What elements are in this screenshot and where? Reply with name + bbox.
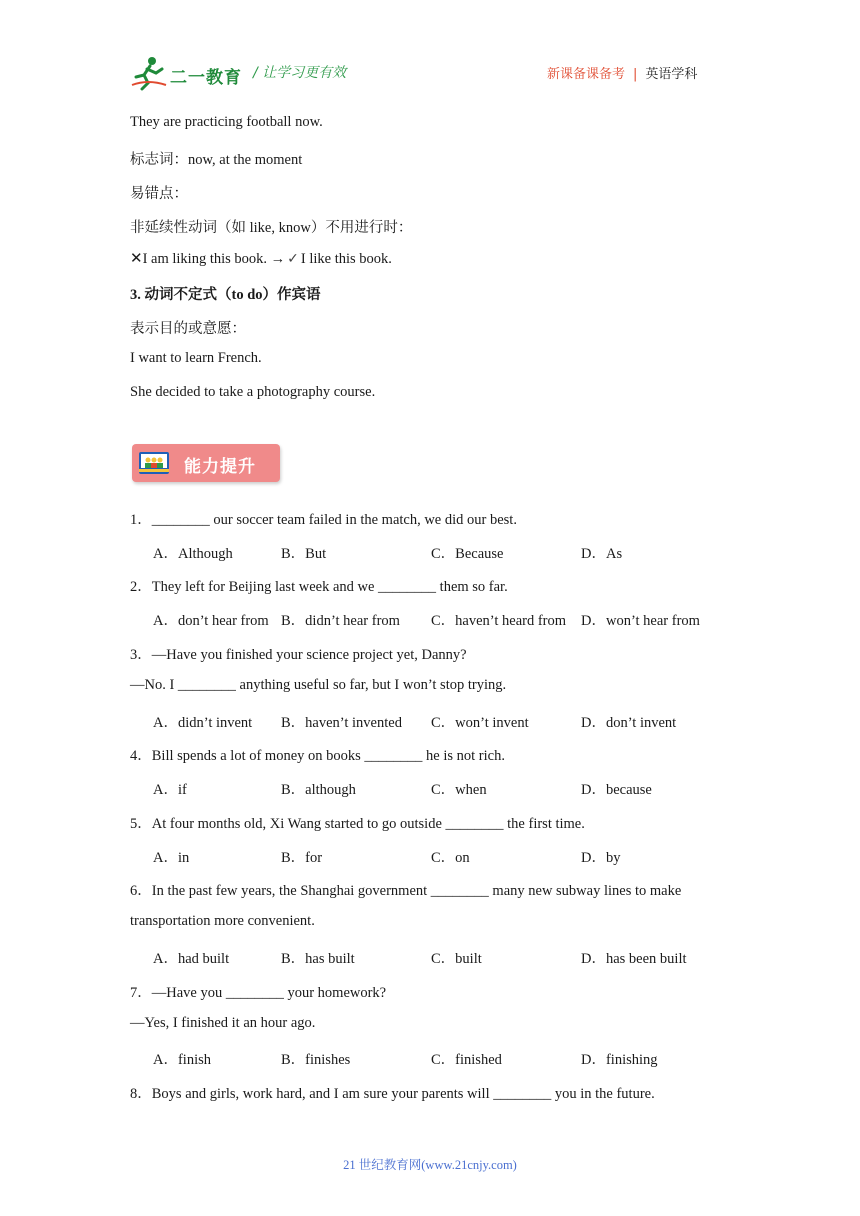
header-separator: | [633,67,638,82]
option-c: C．Because [431,546,504,562]
question-stem: 8．Boys and girls, work hard, and I am sure your parents will ________ you in the future. [130,1086,655,1102]
intro-line: 标志词：now, at the moment [130,152,303,168]
option-b: B．has built [281,951,355,967]
option-a: A．didn’t invent [153,715,253,731]
question-stem: 4．Bill spends a lot of money on books ________ he is not rich. [130,748,505,764]
option-d: D．don’t invent [581,715,677,731]
classroom-icon [139,452,169,474]
option-d: D．won’t hear from [581,613,700,629]
header-right [547,63,697,82]
page-footer: 21 世纪教育网(www.21cnjy.com) [343,1158,517,1172]
cross-icon: ✕ [130,249,143,267]
option-d: D．As [581,546,623,562]
question-stem: 7．—Have you ________ your homework? [130,985,387,1001]
option-b: B．But [281,546,327,562]
check-icon: ✓ [287,251,299,267]
question-stem-cont: —No. I ________ anything useful so far, but I won’t stop trying. [130,677,507,693]
option-a: A．don’t hear from [153,613,269,629]
option-a: A．had built [153,951,230,967]
option-a: A．Although [153,546,233,562]
option-d: D．has been built [581,951,687,967]
right-example: I like this book. [300,251,392,267]
option-b: B．finishes [281,1052,351,1068]
option-c: C．haven’t heard from [431,613,567,629]
option-c: C．when [431,782,487,798]
question-stem-cont: transportation more convenient. [130,913,315,929]
wrong-example: I am liking this book. → [142,251,286,267]
question-stem: 2．They left for Beijing last week and we ________ them so far. [130,579,508,595]
logo [130,55,240,91]
intro-line: I want to learn French. [130,350,262,366]
question-stem: 6．In the past few years, the Shanghai government ________ many new subway lines to make [130,883,682,899]
option-b: B．for [281,850,323,866]
runner-logo-icon [130,55,168,91]
header-subject: 英语学科 [645,67,698,82]
intro-line: She decided to take a photography course. [130,384,376,400]
option-b: B．although [281,782,356,798]
option-d: D．finishing [581,1052,658,1068]
question-stem: 5．At four months old, Xi Wang started to go outside ________ the first time. [130,816,585,832]
option-c: C．finished [431,1052,502,1068]
ability-banner [132,444,280,482]
header-course-label: 新课备课备考 [547,67,626,82]
question-stem: 3．—Have you finished your science project yet, Danny? [130,647,467,663]
option-d: D．because [581,782,652,798]
intro-line: 易错点： [130,186,188,202]
section-heading: 3. 动词不定式（to do）作宾语 [130,287,321,303]
option-a: A．in [153,850,190,866]
question-stem: 1．________ our soccer team failed in the match, we did our best. [130,512,517,528]
option-c: C．on [431,850,470,866]
banner-title: 能力提升 [184,457,256,477]
mistake-example [130,249,392,268]
intro-line: 表示目的或意愿： [130,321,246,337]
intro-line: 非延续性动词（如 like, know）不用进行时： [130,220,413,236]
option-b: B．didn’t hear from [281,613,400,629]
option-d: D．by [581,850,621,866]
intro-line: They are practicing football now. [130,114,323,130]
option-b: B．haven’t invented [281,715,402,731]
option-a: A．finish [153,1052,211,1068]
option-c: C．built [431,951,482,967]
option-c: C．won’t invent [431,715,529,731]
page-header [0,0,860,100]
slogan: / 让学习更有效 [253,65,347,81]
logo-text: 二一教育 [170,68,242,88]
question-stem-cont: —Yes, I finished it an hour ago. [130,1015,316,1031]
option-a: A．if [153,782,187,798]
